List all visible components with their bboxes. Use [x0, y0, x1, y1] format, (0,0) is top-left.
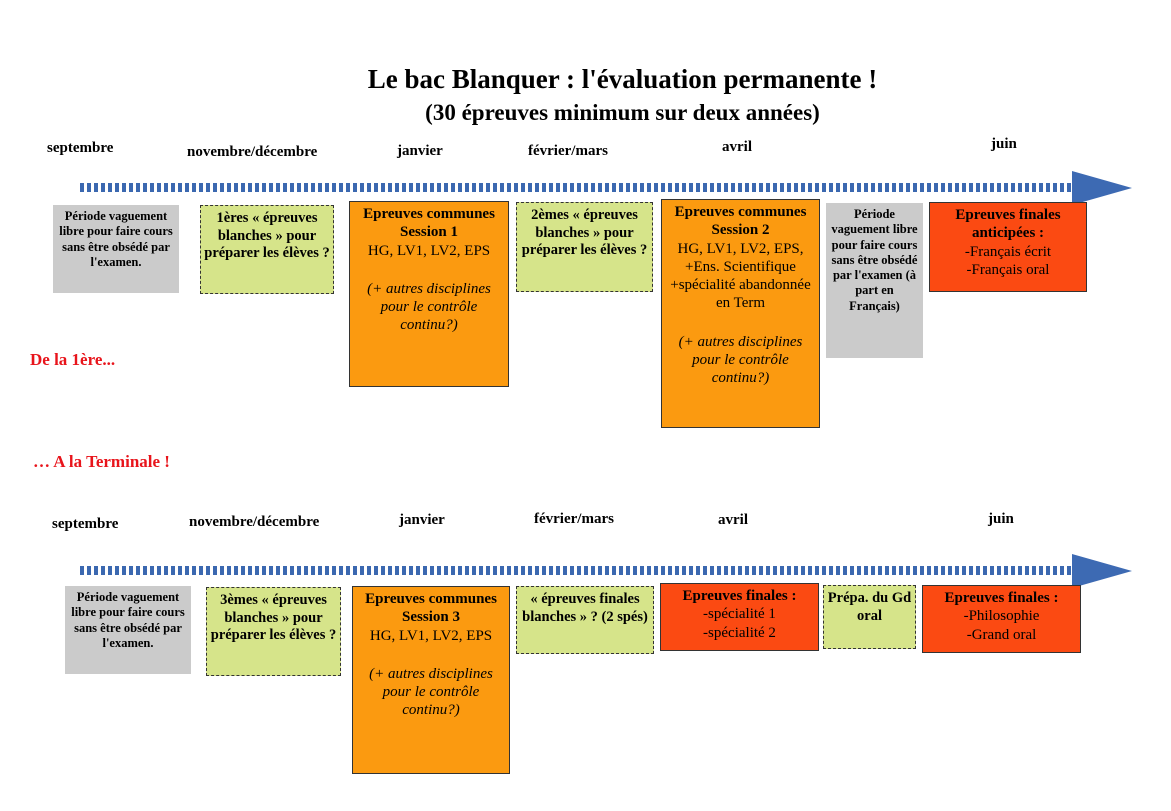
- session-3-note: (+ autres disciplines pour le contrôle continu?): [369, 665, 493, 719]
- session-2-heading: Epreuves communes Session 2: [674, 204, 807, 239]
- timeline-arrow-first-year: [80, 183, 1132, 193]
- month-label-february-march: février/mars: [528, 143, 608, 159]
- month-label-june-2: juin: [988, 511, 1014, 527]
- early-finals-line-1: -Français écrit: [964, 243, 1052, 260]
- box-mock-exams-3: 3èmes « épreuves blanches » pour préparer les élèves ?: [206, 587, 341, 676]
- box-mock-exams-1: 1ères « épreuves blanches » pour préparer les élèves ?: [200, 205, 334, 294]
- specialities-line-2: -spécialité 2: [703, 624, 776, 641]
- level-label-terminale: … A la Terminale !: [33, 452, 170, 471]
- arrow-head-icon: [1072, 171, 1132, 205]
- session-3-heading: Epreuves communes Session 3: [365, 591, 497, 626]
- philosophy-line-1: -Philosophie: [963, 608, 1040, 625]
- session-2-subjects: HG, LV1, LV2, EPS, +Ens. Scientifique +spécialité abandonnée en Term: [670, 240, 811, 312]
- box-common-exams-session-1: [349, 201, 509, 387]
- session-1-heading: Epreuves communes Session 1: [363, 206, 495, 241]
- session-2-note: (+ autres disciplines pour le contrôle continu?): [678, 333, 803, 387]
- page-title: Le bac Blanquer : l'évaluation permanente !: [367, 64, 878, 94]
- box-early-final-exams: [929, 202, 1087, 292]
- arrow-head-icon: [1072, 554, 1132, 588]
- session-3-subjects: HG, LV1, LV2, EPS: [369, 627, 493, 644]
- month-label-september: septembre: [47, 140, 114, 156]
- session-1-note: (+ autres disciplines pour le contrôle continu?): [367, 280, 491, 334]
- month-label-january-2: janvier: [399, 512, 445, 528]
- box-mock-exams-2: 2èmes « épreuves blanches » pour préparer les élèves ?: [516, 202, 653, 292]
- month-label-april: avril: [722, 139, 752, 155]
- philosophy-heading: Epreuves finales :: [944, 590, 1059, 606]
- box-free-period-september: Période vaguement libre pour faire cours sans être obsédé par l'examen.: [53, 205, 179, 293]
- month-label-november-december: novembre/décembre: [187, 144, 318, 160]
- box-final-exams-specialities: [660, 583, 819, 651]
- box-common-exams-session-3: [352, 586, 510, 774]
- timeline-dots: [80, 183, 1074, 192]
- month-label-january: janvier: [397, 143, 443, 159]
- specialities-heading: Epreuves finales :: [682, 588, 797, 604]
- box-final-exams-philosophy: [922, 585, 1081, 653]
- box-free-period-may: Période vaguement libre pour faire cours sans être obsédé par l'examen (à part en Français): [826, 203, 923, 358]
- box-free-period-september-2: Période vaguement libre pour faire cours sans être obsédé par l'examen.: [65, 586, 191, 674]
- month-label-september-2: septembre: [52, 516, 119, 532]
- early-finals-line-2: -Français oral: [966, 261, 1050, 278]
- month-label-june: juin: [991, 136, 1017, 152]
- level-label-premiere: De la 1ère...: [30, 350, 116, 369]
- month-label-november-december-2: novembre/décembre: [189, 514, 320, 530]
- month-label-april-2: avril: [718, 512, 748, 528]
- specialities-line-1: -spécialité 1: [703, 606, 776, 623]
- philosophy-line-2: -Grand oral: [966, 626, 1037, 643]
- box-common-exams-session-2: [661, 199, 820, 428]
- session-1-subjects: HG, LV1, LV2, EPS: [367, 242, 491, 259]
- early-finals-heading: Epreuves finales anticipées :: [955, 207, 1061, 242]
- timeline-dots: [80, 566, 1074, 575]
- timeline-arrow-second-year: [80, 566, 1132, 576]
- box-grand-oral-prep: Prépa. du Gd oral: [823, 585, 916, 649]
- page-subtitle: (30 épreuves minimum sur deux années): [425, 100, 820, 125]
- box-mock-final-exams: « épreuves finales blanches » ? (2 spés): [516, 586, 654, 654]
- month-label-february-march-2: février/mars: [534, 511, 614, 527]
